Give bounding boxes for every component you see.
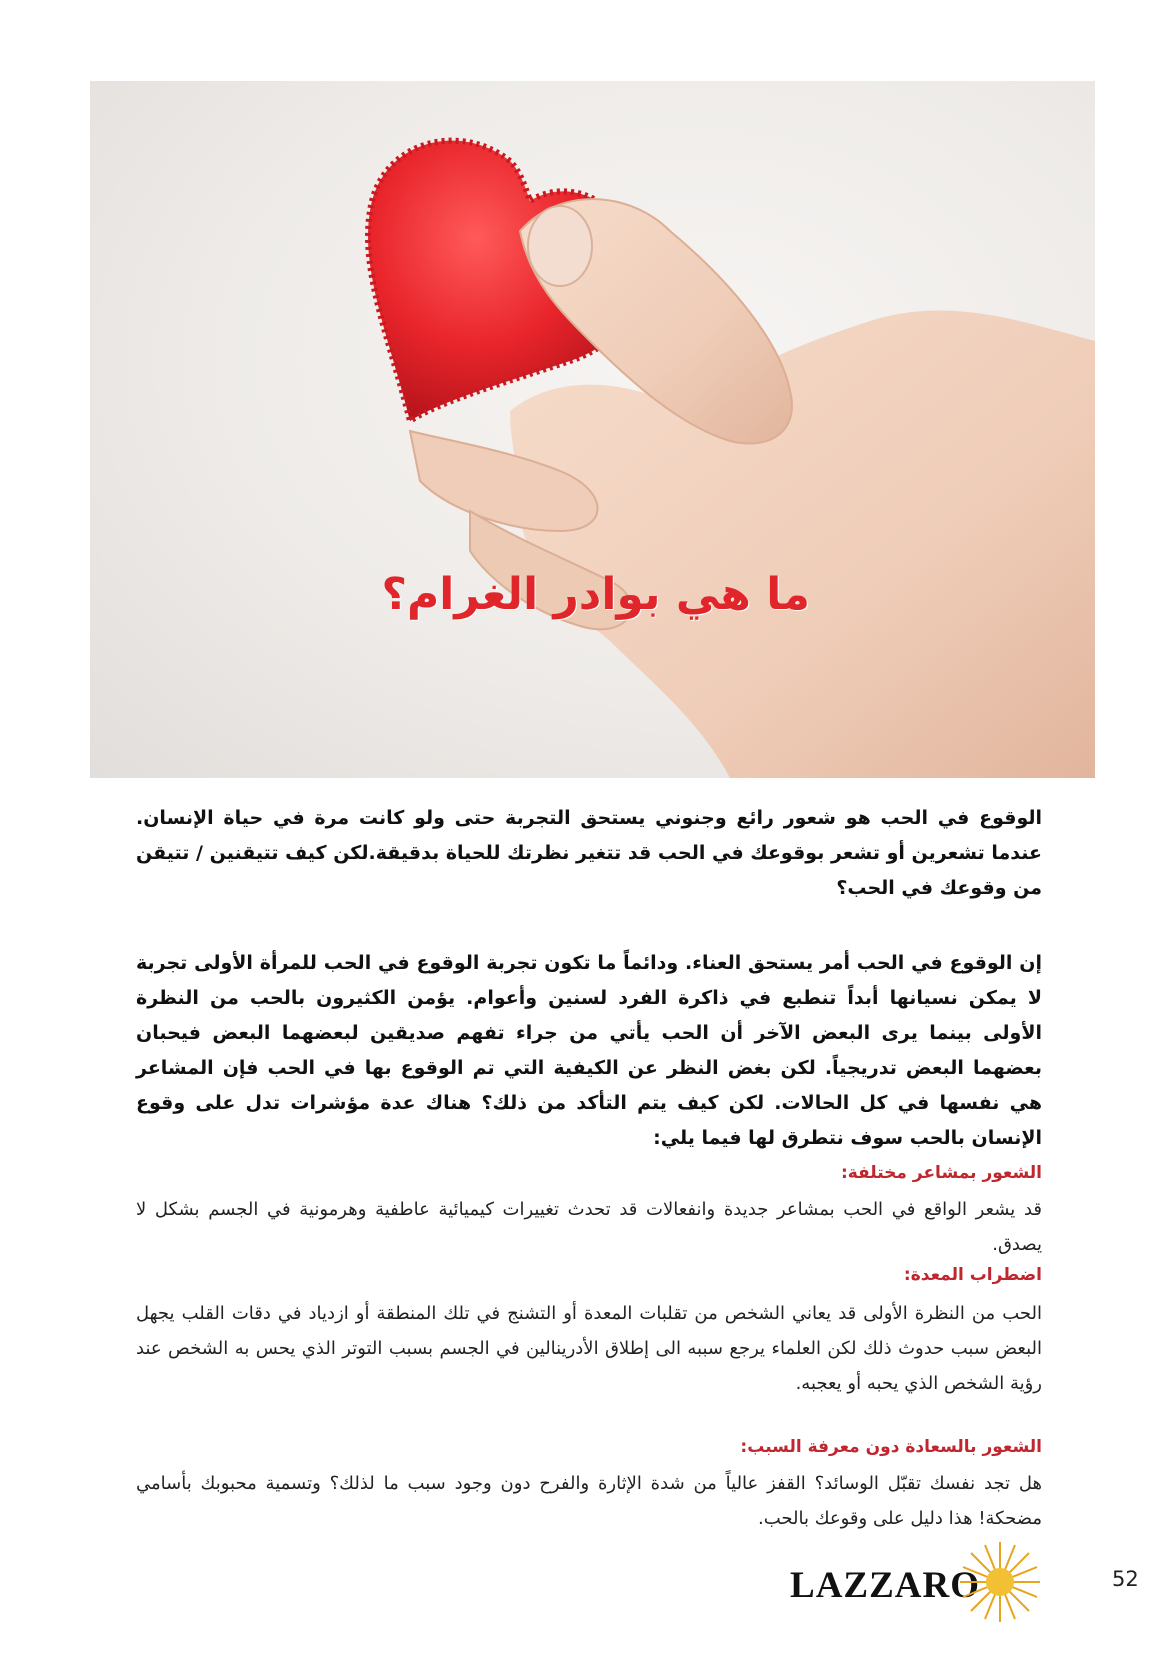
section-heading-happiness: الشعور بالسعادة دون معرفة السبب: xyxy=(740,1437,1042,1457)
hero-image xyxy=(90,81,1095,778)
heart-in-hand-image xyxy=(90,81,1095,778)
section-body-happiness: هل تجد نفسك تقبّل الوسائد؟ القفز عالياً من شدة الإثارة والفرح دون وجود سبب ما لذلك؟ وتسمية محبوبك بأسامي مضحكة! هذا دليل على وقوعك بالحب. xyxy=(136,1473,1042,1529)
intro-paragraph-2: إن الوقوع في الحب أمر يستحق العناء. ودائماً ما تكون تجربة الوقوع في الحب للمرأة الأولى تجربة لا يمكن نسيانها أبداً تنطبع في ذاكرة الفرد لسنين وأعوام. يؤمن الكثيرون بالحب من النظرة الأولى بينما يرى البعض الآخر أن الحب يأتي من جراء تفهم صديقين لبعضهما البعض فيحبان بعضهما البعض تدريجياً. لكن بغض النظر عن الكيفية التي تم الوقوع بها في الحب فإن المشاعر هي نفسها في كل الحالات. لكن كيف يتم التأكد من ذلك؟ هناك عدة مؤشرات تدل على وقوع الإنسان بالحب سوف نتطرق لها فيما يلي: xyxy=(136,952,1042,1149)
section-heading-stomach: اضطراب المعدة: xyxy=(903,1265,1042,1285)
section-body-feelings: قد يشعر الواقع في الحب بمشاعر جديدة وانفعالات قد تحدث تغييرات كيميائية عاطفية وهرمونية في الجسم بشكل لا يصدق. xyxy=(136,1199,1042,1255)
article-title: ما هي بوادر الغرام؟ xyxy=(381,569,810,620)
page-number: 52 xyxy=(1112,1567,1139,1591)
brand-name: LAZZARO xyxy=(790,1565,980,1606)
brand-logo xyxy=(790,1558,1036,1608)
section-body-stomach: الحب من النظرة الأولى قد يعاني الشخص من تقلبات المعدة أو التشنج في تلك المنطقة أو ازدياد في دقات القلب يجهل البعض سبب حدوث ذلك لكن العلماء يرجع سببه الى إطلاق الأدرينالين في الجسم بسبب التوتر الذي يحس به الشخص عند رؤية الشخص الذي يحبه أو يعجبه. xyxy=(136,1303,1042,1394)
intro-paragraph-1: الوقوع في الحب هو شعور رائع وجنوني يستحق التجربة حتى ولو كانت مرة في حياة الإنسان. عندما تشعرين أو تشعر بوقوعك في الحب قد تتغير نظرتك للحياة بدقيقة.لكن كيف تتيقنين / تتيقن من وقوعك في الحب؟ xyxy=(136,807,1042,899)
sunburst-icon xyxy=(958,1540,1042,1624)
section-heading-feelings: الشعور بمشاعر مختلفة: xyxy=(840,1163,1042,1183)
